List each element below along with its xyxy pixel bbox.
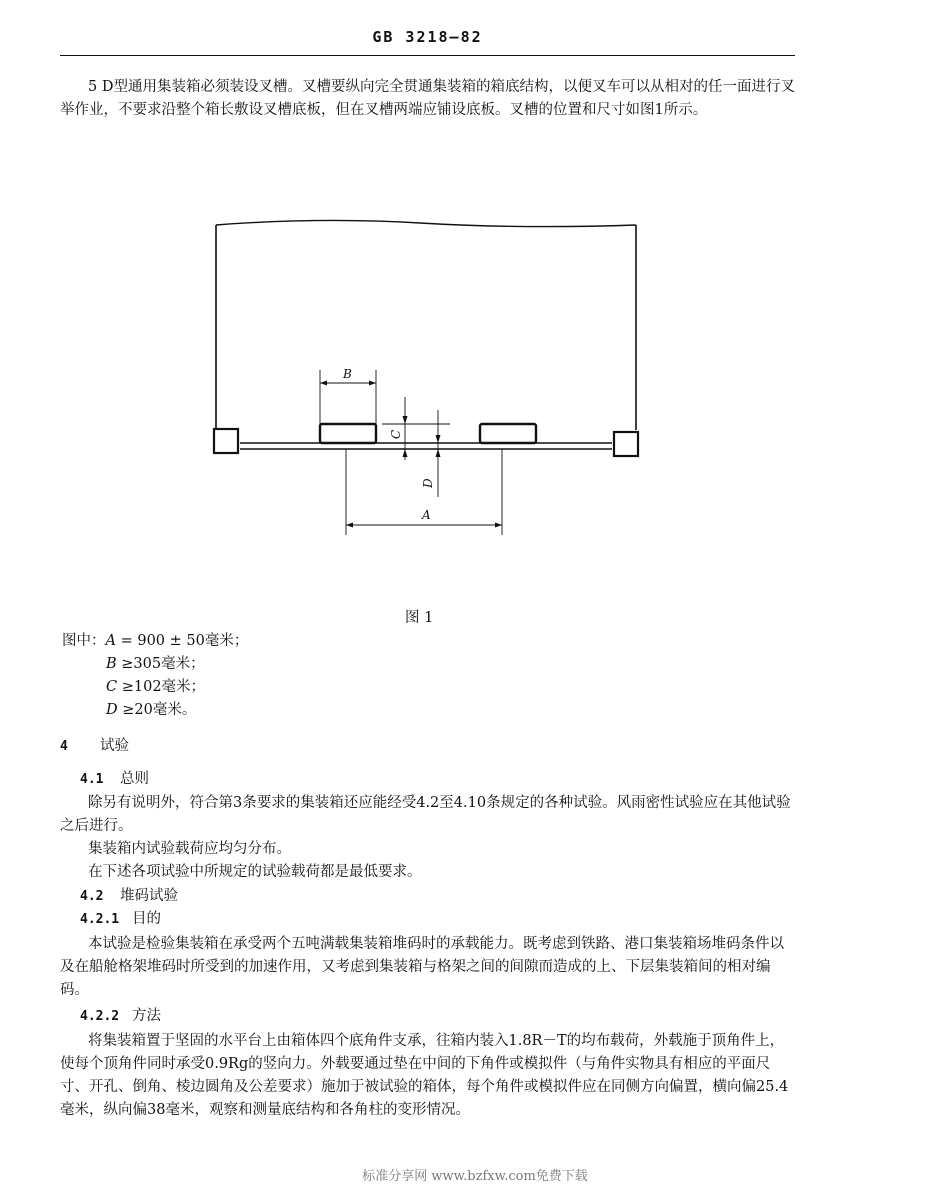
section-4-heading: [60, 735, 129, 758]
legend-symbol-c: C: [106, 679, 118, 695]
section-4-2-1-title: 目的: [132, 911, 161, 927]
section-4-2-2-number: 4.2.2: [80, 1009, 120, 1024]
section-4-1-title: 总则: [120, 771, 149, 787]
legend-symbol-d: D: [106, 702, 118, 718]
legend-row-a: [62, 630, 248, 653]
section-4-2-1-paragraph: 本试验是检验集装箱在承受两个五吨满载集装箱堆码时的承载能力。既考虑到铁路、港口集装箱场堆码条件以及在船舱格架堆码时所受到的加速作用，又考虑到集装箱与格架之间的间隙而造成的上、下层集装箱间的相对编码。: [60, 936, 784, 998]
arrow-d-bottom: [436, 449, 441, 457]
arrow-a-right: [495, 523, 502, 528]
section-4-1-paragraph-3: 在下述各项试验中所规定的试验载荷都是最低要求。: [88, 864, 422, 880]
fork-pocket-left: [320, 424, 376, 443]
dim-label-b: B: [343, 367, 352, 381]
header-rule: [60, 55, 795, 56]
section-4-2-title: 堆码试验: [120, 888, 178, 904]
legend-text-a: = 900 ± 50毫米；: [115, 633, 249, 649]
arrow-c-top: [403, 416, 408, 424]
corner-fitting-right: [614, 432, 638, 456]
section-4-2-2-title: 方法: [132, 1008, 161, 1024]
section-4-2-2-paragraph: 将集装箱置于坚固的水平台上由箱体四个底角件支承，往箱内装入1.8R－T的均布载荷，外载施于顶角件上，使每个顶角件同时承受0.9Rg的竖向力。外载要通过垫在中间的下角件或模拟件（与角件实物具有相应的平面尺寸、开孔、倒角、棱边圆角及公差要求）施加于被试验的箱体，每个角件或模拟件应在同侧方向偏置，横向偏25.4毫米，纵向偏38毫米，观察和测量底结构和各角柱的变形情况。: [60, 1033, 789, 1118]
legend-text-c: ≥102毫米；: [117, 679, 206, 695]
section-4-1-paragraph-2: 集装箱内试验载荷应均匀分布。: [88, 841, 291, 857]
dim-label-d: D: [421, 478, 435, 488]
section-4-1-number: 4.1: [80, 772, 104, 787]
section-4-number: 4: [60, 739, 68, 754]
dim-label-c: C: [389, 429, 403, 439]
fork-pocket-right: [480, 424, 536, 443]
legend-row-c: [62, 676, 248, 699]
intro-paragraph: 5 D型通用集装箱必须装设叉槽。叉槽要纵向完全贯通集装箱的箱底结构，以便叉车可以从相对的任一面进行叉举作业，不要求沿整个箱长敷设叉槽底板，但在叉槽两端应铺设底板。叉槽的位置和尺寸如图1所示。: [60, 79, 795, 118]
section-4-title: 试验: [100, 738, 129, 754]
legend-symbol-a: A: [105, 633, 116, 649]
section-4-2-2-heading: [80, 1005, 161, 1028]
corner-fitting-left: [214, 429, 238, 453]
arrow-d-top: [436, 435, 441, 443]
legend-text-b: ≥305毫米；: [116, 656, 205, 672]
container-outline: [216, 225, 636, 430]
figure-legend: [62, 630, 248, 722]
legend-lead: 图中：: [62, 633, 106, 649]
dim-label-a: A: [422, 508, 431, 522]
section-4-2-1-number: 4.2.1: [80, 912, 120, 927]
section-4-2-number: 4.2: [80, 889, 104, 904]
legend-row-d: [62, 699, 248, 722]
arrow-b-right: [369, 381, 376, 386]
footer-watermark: 标准分享网 www.bzfxw.com免费下载: [362, 1169, 588, 1184]
legend-text-d: ≥20毫米。: [117, 702, 197, 718]
container-top-edge: [216, 220, 636, 226]
section-4-1-heading: [80, 768, 149, 791]
figure-caption: 图 1: [405, 610, 434, 626]
figure-forklift-pocket-diagram: [200, 205, 660, 555]
legend-row-b: [62, 653, 248, 676]
section-4-2-1-heading: [80, 908, 161, 931]
arrow-a-left: [346, 523, 353, 528]
document-header-code: GB 3218—82: [372, 28, 483, 46]
section-4-1-paragraph-1: 除另有说明外，符合第3条要求的集装箱还应能经受4.2至4.10条规定的各种试验。风雨密性试验应在其他试验之后进行。: [60, 795, 791, 834]
section-4-2-heading: [80, 885, 178, 908]
legend-symbol-b: B: [106, 656, 117, 672]
arrow-b-left: [320, 381, 327, 386]
arrow-c-bottom: [403, 449, 408, 457]
